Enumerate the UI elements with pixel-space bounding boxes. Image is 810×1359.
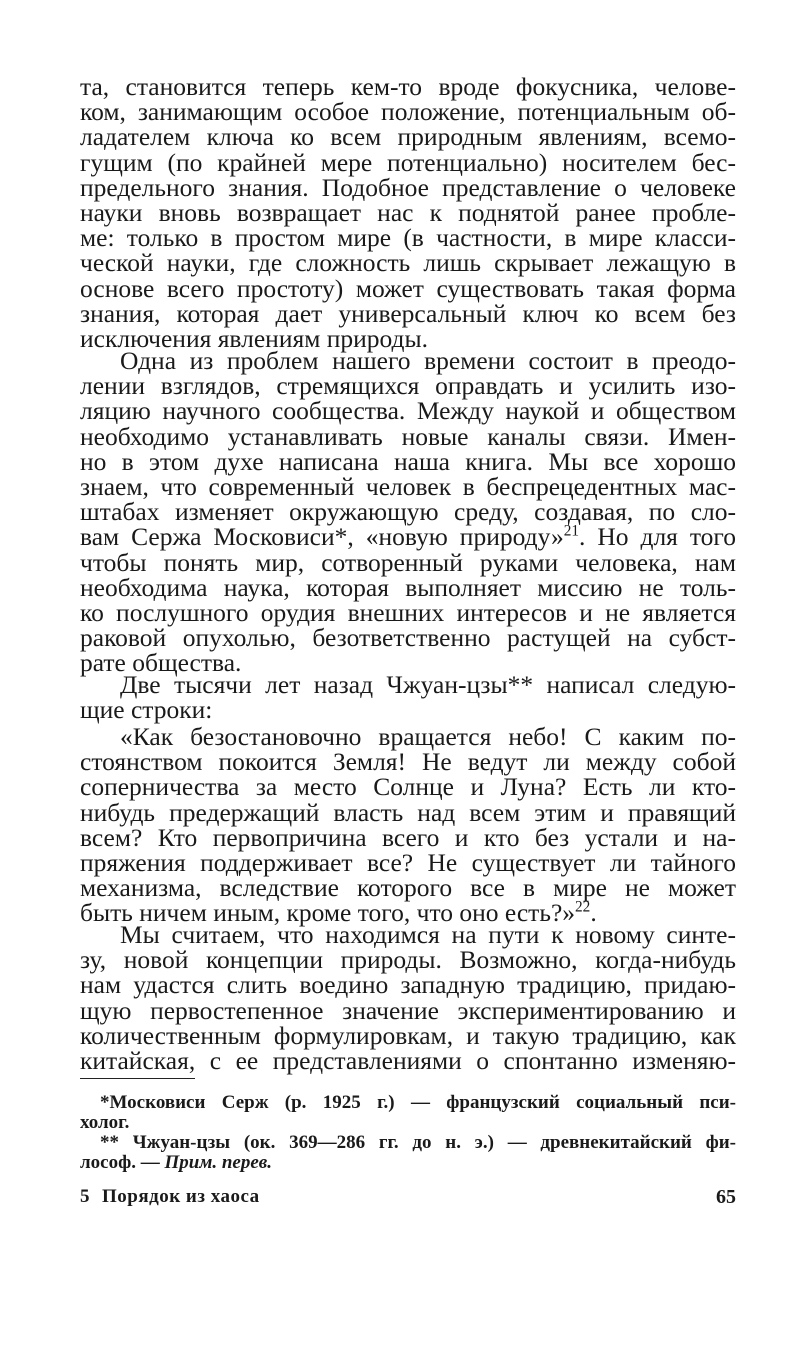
- text-line: раковой опухолью, безответственно растущей на субст-: [80, 623, 736, 653]
- text-line: пряжения поддерживает все? Не существует ли тайного: [80, 848, 736, 878]
- signature-mark: 5: [80, 1186, 90, 1207]
- text-line: «Как безостановочно вращается небо! С каким по-: [120, 722, 736, 751]
- text-line: знаем, что современный человек в беспрецедентных мас-: [80, 472, 736, 502]
- text-line: предельного знания. Подобное представление о человеке: [80, 172, 736, 202]
- text-line: но в этом духе написана наша книга. Мы все хорошо: [80, 446, 736, 476]
- footnote-rule: [80, 1078, 195, 1079]
- text-line: стоянством покоится Земля! Не ведут ли между собой: [80, 747, 736, 777]
- text-segment: вам Сержа Московиси*, «новую природу»: [80, 522, 564, 552]
- text-line: ко послушного орудия внешних интересов и не является: [80, 598, 736, 628]
- text-line: нам удастся слить воедино западную традицию, придаю-: [80, 970, 736, 1000]
- text-line: количественным формулировкам, и такую традицию, как: [80, 1020, 736, 1050]
- text-line: Две тысячи лет назад Чжуан-цзы** написал следую-: [120, 670, 736, 699]
- text-line: основе всего простоту) может существовать такая форма: [80, 273, 736, 303]
- paragraph-5: [80, 920, 736, 1076]
- text-line: штабах изменяет окружающую среду, создавая, по сло-: [80, 497, 736, 527]
- quotation-paragraph: [80, 724, 736, 926]
- footnote-line: *Московиси Серж (р. 1925 г.) — французский социальный пси-: [100, 1092, 736, 1113]
- page-footer: [80, 1186, 736, 1212]
- book-title: Порядок из хаоса: [102, 1186, 260, 1207]
- text-line: китайская, с ее представлениями о спонтанно изменяю-: [80, 1046, 736, 1076]
- text-line: всем? Кто первопричина всего и кто без устали и на-: [80, 822, 736, 852]
- paragraph-3: [80, 670, 736, 725]
- text-line: Мы считаем, что находимся на пути к новому синте-: [120, 920, 736, 949]
- paragraph-1: [80, 72, 736, 354]
- text-segment: .: [590, 898, 597, 928]
- text-line: соперничества за место Солнце и Луна? Есть ли кто-: [80, 772, 736, 802]
- text-line: науки вновь возвращает нас к поднятой ранее пробле-: [80, 198, 736, 228]
- text-line: необходимо устанавливать новые каналы связи. Имен-: [80, 421, 736, 451]
- text-line: ческой науки, где сложность лишь скрывает лежащую в: [80, 248, 736, 278]
- text-line: та, становится теперь кем-то вроде фокусника, челове-: [80, 72, 736, 101]
- footnote-line: [80, 1153, 736, 1173]
- text-line: исключения явлениям природы.: [80, 324, 428, 354]
- text-line: гущим (по крайней мере потенциально) носителем бес-: [80, 147, 736, 177]
- reference-marker-22: 22: [575, 898, 591, 916]
- text-segment: быть ничем иным, кроме того, что оно есть?»: [80, 898, 576, 928]
- translator-note: Прим. перев.: [164, 1152, 273, 1173]
- footnote-line: ** Чжуан-цзы (ок. 369—286 гг. до н. э.) — древнекитайский фи-: [100, 1132, 736, 1153]
- text-line: щие строки:: [80, 695, 213, 725]
- text-line: чтобы понять мир, сотворенный руками человека, нам: [80, 547, 736, 577]
- page-number: 65: [716, 1186, 736, 1208]
- text-segment: . Но для того: [579, 522, 736, 552]
- footnote-text: лософ. —: [80, 1152, 165, 1173]
- text-line-with-reference: [80, 522, 736, 552]
- text-line: лении взглядов, стремящихся оправдать и усилить изо-: [80, 371, 736, 401]
- footnotes: [80, 1093, 736, 1173]
- text-line: Одна из проблем нашего времени состоит в преодо-: [120, 346, 736, 375]
- text-line: ладателем ключа ко всем природным явлениям, всемо-: [80, 122, 736, 152]
- text-line: необходима наука, которая выполняет миссию не толь-: [80, 572, 736, 602]
- text-line: щую первостепенное значение экспериментированию и: [80, 995, 736, 1025]
- text-line: знания, которая дает универсальный ключ ко всем без: [80, 298, 736, 328]
- text-line: ком, занимающим особое положение, потенциальным об-: [80, 97, 736, 127]
- footnote-line: холог.: [80, 1112, 130, 1133]
- footnote-moscovici: [80, 1093, 736, 1133]
- text-line: нибудь предержащий власть над всем этим и правящий: [80, 797, 736, 827]
- reference-marker-21: 21: [563, 522, 580, 540]
- text-line: ляцию научного сообщества. Между наукой и обществом: [80, 396, 736, 426]
- paragraph-2: [80, 348, 736, 676]
- text-line: рате общества.: [80, 648, 242, 678]
- text-line: механизма, вследствие которого все в мире не может: [80, 873, 736, 903]
- text-line: зу, новой концепции природы. Возможно, когда-нибудь: [80, 945, 736, 975]
- footnote-zhuangzi: [80, 1133, 736, 1173]
- text-line: ме: только в простом мире (в частности, в мире класси-: [80, 223, 736, 253]
